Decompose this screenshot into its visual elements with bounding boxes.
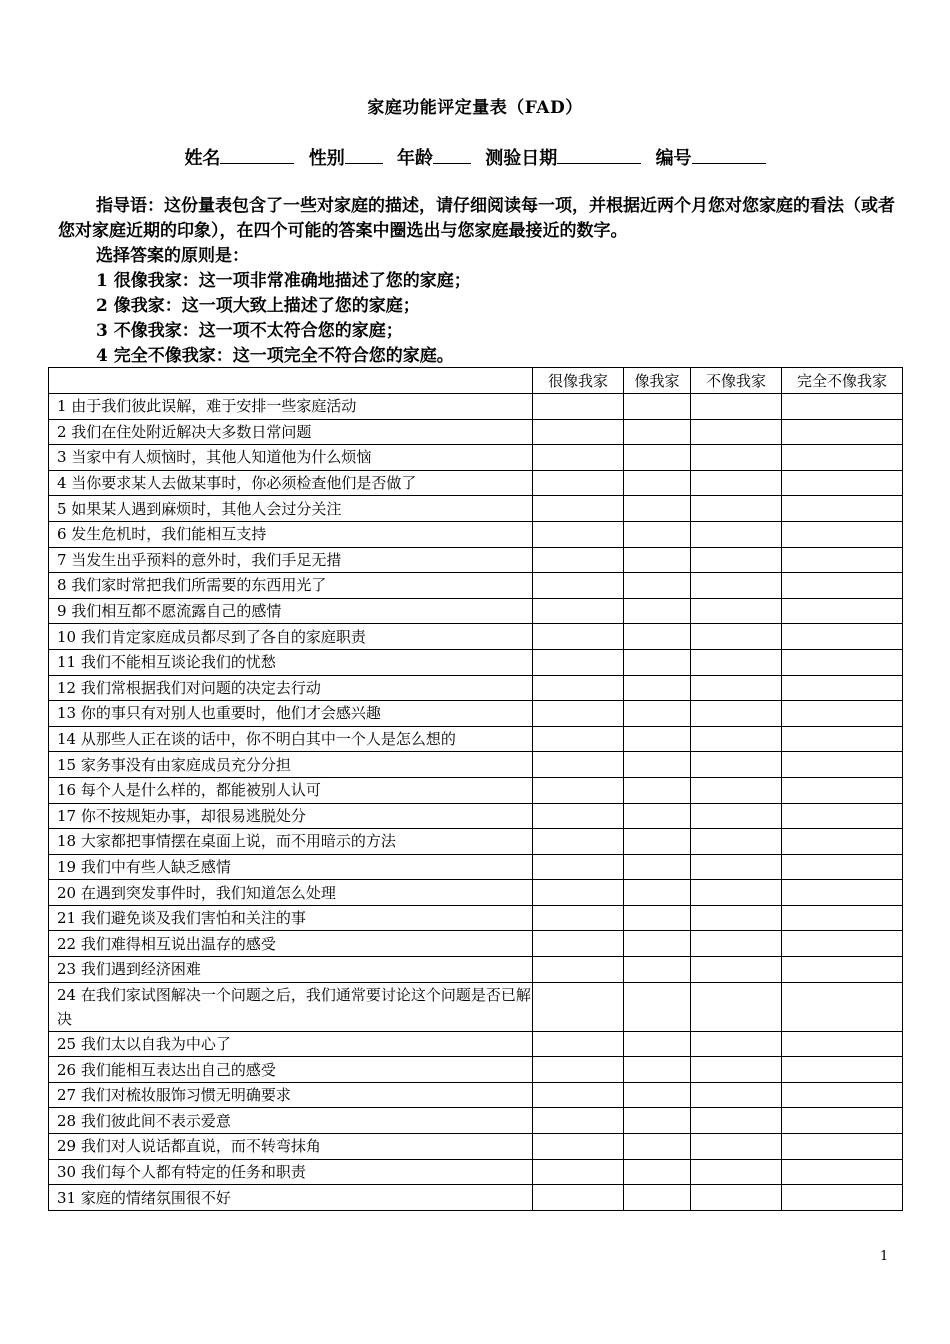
answer-cell-not-like[interactable] <box>691 1185 782 1211</box>
answer-cell-not-at-all-like[interactable] <box>782 726 903 752</box>
answer-cell-like[interactable] <box>624 829 691 855</box>
answer-cell-not-at-all-like[interactable] <box>782 1057 903 1083</box>
question-text: 14 从那些人正在谈的话中，你不明白其中一个人是怎么想的 <box>49 726 533 752</box>
question-text: 25 我们太以自我为中心了 <box>49 1031 533 1057</box>
answer-cell-like[interactable] <box>624 880 691 906</box>
answer-cell-like[interactable] <box>624 496 691 522</box>
age-blank[interactable] <box>433 147 471 164</box>
answer-cell-not-like[interactable] <box>691 1134 782 1160</box>
answer-cell-not-like[interactable] <box>691 982 782 1031</box>
answer-cell-not-like[interactable] <box>691 1159 782 1185</box>
table-row <box>49 521 903 547</box>
answer-cell-not-at-all-like[interactable] <box>782 470 903 496</box>
answer-cell-not-like[interactable] <box>691 957 782 983</box>
document-title: 家庭功能评定量表（FAD） <box>367 98 583 118</box>
question-text: 27 我们对梳妆服饰习惯无明确要求 <box>49 1082 533 1108</box>
answer-cell-very-like[interactable] <box>533 624 624 650</box>
answer-cell-very-like[interactable] <box>533 598 624 624</box>
question-text: 17 你不按规矩办事，却很易逃脱处分 <box>49 803 533 829</box>
question-text: 11 我们不能相互谈论我们的忧愁 <box>49 649 533 675</box>
header-item <box>49 368 533 394</box>
answer-cell-very-like[interactable] <box>533 803 624 829</box>
answer-cell-very-like[interactable] <box>533 521 624 547</box>
question-text: 6 发生危机时，我们能相互支持 <box>49 521 533 547</box>
header-not-like: 不像我家 <box>691 368 782 394</box>
date-blank[interactable] <box>557 147 641 164</box>
table-row <box>49 1185 903 1211</box>
answer-cell-like[interactable] <box>624 1057 691 1083</box>
table-row <box>49 470 903 496</box>
question-text: 23 我们遇到经济困难 <box>49 957 533 983</box>
answer-cell-not-like[interactable] <box>691 854 782 880</box>
answer-cell-very-like[interactable] <box>533 470 624 496</box>
answer-cell-not-at-all-like[interactable] <box>782 880 903 906</box>
answer-cell-like[interactable] <box>624 649 691 675</box>
id-blank[interactable] <box>692 147 766 164</box>
answer-cell-like[interactable] <box>624 752 691 778</box>
table-row <box>49 598 903 624</box>
answer-cell-like[interactable] <box>624 1134 691 1160</box>
answer-cell-like[interactable] <box>624 777 691 803</box>
answer-cell-not-at-all-like[interactable] <box>782 931 903 957</box>
answer-cell-not-at-all-like[interactable] <box>782 701 903 727</box>
answer-cell-not-like[interactable] <box>691 726 782 752</box>
answer-cell-very-like[interactable] <box>533 905 624 931</box>
rule-3: 3 不像我家：这一项不太符合您的家庭； <box>96 321 403 341</box>
answer-cell-not-at-all-like[interactable] <box>782 649 903 675</box>
question-text: 1 由于我们彼此误解，难于安排一些家庭活动 <box>49 394 533 420</box>
answer-cell-very-like[interactable] <box>533 752 624 778</box>
table-row <box>49 419 903 445</box>
answer-cell-very-like[interactable] <box>533 1031 624 1057</box>
answer-cell-very-like[interactable] <box>533 931 624 957</box>
table-row <box>49 496 903 522</box>
answer-cell-like[interactable] <box>624 521 691 547</box>
answer-cell-not-at-all-like[interactable] <box>782 496 903 522</box>
answer-cell-not-at-all-like[interactable] <box>782 905 903 931</box>
question-text: 31 家庭的情绪氛围很不好 <box>49 1185 533 1211</box>
table-body <box>49 394 903 1211</box>
answer-cell-very-like[interactable] <box>533 1134 624 1160</box>
question-text: 12 我们常根据我们对问题的决定去行动 <box>49 675 533 701</box>
rule-2: 2 像我家：这一项大致上描述了您的家庭； <box>96 296 420 316</box>
answer-cell-not-like[interactable] <box>691 1031 782 1057</box>
answer-cell-not-at-all-like[interactable] <box>782 445 903 471</box>
answer-cell-not-at-all-like[interactable] <box>782 1134 903 1160</box>
answer-cell-not-at-all-like[interactable] <box>782 1185 903 1211</box>
answer-cell-very-like[interactable] <box>533 777 624 803</box>
question-text: 29 我们对人说话都直说，而不转弯抹角 <box>49 1134 533 1160</box>
name-blank[interactable] <box>220 147 294 164</box>
answer-cell-like[interactable] <box>624 957 691 983</box>
respondent-info-line <box>0 144 950 170</box>
answer-cell-very-like[interactable] <box>533 1159 624 1185</box>
answer-cell-very-like[interactable] <box>533 880 624 906</box>
rule-1: 1 很像我家：这一项非常准确地描述了您的家庭； <box>96 271 471 291</box>
answer-cell-like[interactable] <box>624 701 691 727</box>
table-row <box>49 1057 903 1083</box>
answer-cell-not-at-all-like[interactable] <box>782 752 903 778</box>
answer-cell-not-like[interactable] <box>691 394 782 420</box>
table-row <box>49 394 903 420</box>
answer-cell-not-like[interactable] <box>691 880 782 906</box>
answer-cell-not-at-all-like[interactable] <box>782 957 903 983</box>
table-row <box>49 905 903 931</box>
answer-cell-very-like[interactable] <box>533 829 624 855</box>
table-row <box>49 854 903 880</box>
question-text: 7 当发生出乎预料的意外时，我们手足无措 <box>49 547 533 573</box>
table-row <box>49 931 903 957</box>
answer-cell-very-like[interactable] <box>533 573 624 599</box>
answer-cell-very-like[interactable] <box>533 649 624 675</box>
answer-cell-very-like[interactable] <box>533 419 624 445</box>
question-text: 3 当家中有人烦恼时，其他人知道他为什么烦恼 <box>49 445 533 471</box>
answer-cell-not-at-all-like[interactable] <box>782 982 903 1031</box>
table-row <box>49 880 903 906</box>
table-row <box>49 701 903 727</box>
page-number: 1 <box>880 1249 889 1264</box>
answer-cell-not-like[interactable] <box>691 905 782 931</box>
instructions-principle: 选择答案的原则是： <box>96 246 249 266</box>
answer-cell-like[interactable] <box>624 394 691 420</box>
answer-cell-very-like[interactable] <box>533 1108 624 1134</box>
table-row <box>49 445 903 471</box>
answer-cell-not-at-all-like[interactable] <box>782 675 903 701</box>
question-text: 10 我们肯定家庭成员都尽到了各自的家庭职责 <box>49 624 533 650</box>
answer-cell-not-like[interactable] <box>691 649 782 675</box>
answer-cell-very-like[interactable] <box>533 854 624 880</box>
answer-cell-not-like[interactable] <box>691 573 782 599</box>
table-header-row <box>49 368 903 394</box>
answer-cell-like[interactable] <box>624 854 691 880</box>
header-like: 像我家 <box>624 368 691 394</box>
answer-cell-not-at-all-like[interactable] <box>782 854 903 880</box>
answer-cell-like[interactable] <box>624 547 691 573</box>
question-text: 2 我们在住处附近解决大多数日常问题 <box>49 419 533 445</box>
table-row <box>49 957 903 983</box>
answer-cell-not-at-all-like[interactable] <box>782 829 903 855</box>
answer-cell-very-like[interactable] <box>533 701 624 727</box>
answer-cell-not-like[interactable] <box>691 829 782 855</box>
answer-cell-not-at-all-like[interactable] <box>782 1082 903 1108</box>
answer-cell-not-like[interactable] <box>691 931 782 957</box>
answer-cell-very-like[interactable] <box>533 394 624 420</box>
table-row <box>49 649 903 675</box>
answer-cell-not-like[interactable] <box>691 1082 782 1108</box>
answer-cell-not-like[interactable] <box>691 803 782 829</box>
answer-cell-like[interactable] <box>624 1159 691 1185</box>
table-row <box>49 1108 903 1134</box>
question-text: 26 我们能相互表达出自己的感受 <box>49 1057 533 1083</box>
answer-cell-not-at-all-like[interactable] <box>782 624 903 650</box>
answer-cell-like[interactable] <box>624 1185 691 1211</box>
answer-cell-very-like[interactable] <box>533 982 624 1031</box>
answer-cell-not-like[interactable] <box>691 752 782 778</box>
question-text: 15 家务事没有由家庭成员充分分担 <box>49 752 533 778</box>
answer-cell-like[interactable] <box>624 470 691 496</box>
question-text: 4 当你要求某人去做某事时，你必须检查他们是否做了 <box>49 470 533 496</box>
age-label: 年龄 <box>397 148 433 169</box>
table-row <box>49 777 903 803</box>
answer-cell-very-like[interactable] <box>533 726 624 752</box>
table-row <box>49 1159 903 1185</box>
question-text: 20 在遇到突发事件时，我们知道怎么处理 <box>49 880 533 906</box>
answer-cell-not-like[interactable] <box>691 1057 782 1083</box>
answer-cell-like[interactable] <box>624 982 691 1031</box>
table-row <box>49 982 903 1031</box>
date-label: 测验日期 <box>485 148 558 169</box>
gender-label: 性别 <box>308 148 345 169</box>
answer-cell-not-at-all-like[interactable] <box>782 777 903 803</box>
table-row <box>49 1031 903 1057</box>
table-row <box>49 675 903 701</box>
answer-cell-like[interactable] <box>624 419 691 445</box>
answer-cell-not-like[interactable] <box>691 701 782 727</box>
answer-cell-like[interactable] <box>624 445 691 471</box>
question-text: 5 如果某人遇到麻烦时，其他人会过分关注 <box>49 496 533 522</box>
answer-cell-like[interactable] <box>624 598 691 624</box>
id-label: 编号 <box>655 148 692 169</box>
table-row <box>49 624 903 650</box>
answer-cell-very-like[interactable] <box>533 957 624 983</box>
answer-cell-not-at-all-like[interactable] <box>782 573 903 599</box>
question-text: 8 我们家时常把我们所需要的东西用光了 <box>49 573 533 599</box>
answer-cell-like[interactable] <box>624 675 691 701</box>
answer-cell-not-at-all-like[interactable] <box>782 1031 903 1057</box>
answer-cell-not-at-all-like[interactable] <box>782 1108 903 1134</box>
answer-cell-not-like[interactable] <box>691 521 782 547</box>
answer-cell-not-at-all-like[interactable] <box>782 1159 903 1185</box>
answer-cell-very-like[interactable] <box>533 496 624 522</box>
answer-cell-like[interactable] <box>624 573 691 599</box>
question-text: 21 我们避免谈及我们害怕和关注的事 <box>49 905 533 931</box>
question-text: 19 我们中有些人缺乏感情 <box>49 854 533 880</box>
question-text: 18 大家都把事情摆在桌面上说，而不用暗示的方法 <box>49 829 533 855</box>
answer-cell-not-like[interactable] <box>691 1108 782 1134</box>
answer-cell-not-like[interactable] <box>691 470 782 496</box>
answer-cell-not-like[interactable] <box>691 419 782 445</box>
question-text: 24 在我们家试图解决一个问题之后，我们通常要讨论这个问题是否已解决 <box>49 982 533 1031</box>
question-text: 16 每个人是什么样的，都能被别人认可 <box>49 777 533 803</box>
table-row <box>49 726 903 752</box>
answer-cell-not-at-all-like[interactable] <box>782 547 903 573</box>
answer-cell-very-like[interactable] <box>533 1185 624 1211</box>
instructions <box>58 194 898 369</box>
answer-cell-not-like[interactable] <box>691 445 782 471</box>
answer-cell-not-at-all-like[interactable] <box>782 394 903 420</box>
question-text: 28 我们彼此间不表示爱意 <box>49 1108 533 1134</box>
answer-cell-very-like[interactable] <box>533 547 624 573</box>
answer-cell-very-like[interactable] <box>533 1057 624 1083</box>
question-text: 30 我们每个人都有特定的任务和职责 <box>49 1159 533 1185</box>
table-row <box>49 803 903 829</box>
answer-cell-not-at-all-like[interactable] <box>782 419 903 445</box>
answer-cell-like[interactable] <box>624 726 691 752</box>
answer-cell-like[interactable] <box>624 931 691 957</box>
answer-cell-very-like[interactable] <box>533 675 624 701</box>
instructions-intro: 指导语：这份量表包含了一些对家庭的描述，请仔细阅读每一项，并根据近两个月您对您家庭的看法（或者您对家庭近期的印象），在四个可能的答案中圈选出与您家庭最接近的数字。 <box>58 196 895 241</box>
answer-cell-not-like[interactable] <box>691 547 782 573</box>
header-very-like: 很像我家 <box>533 368 624 394</box>
answer-cell-not-like[interactable] <box>691 675 782 701</box>
table-row <box>49 829 903 855</box>
answer-cell-like[interactable] <box>624 1031 691 1057</box>
answer-cell-not-at-all-like[interactable] <box>782 803 903 829</box>
table-row <box>49 752 903 778</box>
answer-cell-like[interactable] <box>624 803 691 829</box>
answer-cell-like[interactable] <box>624 1108 691 1134</box>
answer-cell-not-like[interactable] <box>691 777 782 803</box>
header-not-at-all-like: 完全不像我家 <box>782 368 903 394</box>
question-text: 13 你的事只有对别人也重要时，他们才会感兴趣 <box>49 701 533 727</box>
gender-blank[interactable] <box>345 147 383 164</box>
answer-cell-very-like[interactable] <box>533 1082 624 1108</box>
table-row <box>49 1134 903 1160</box>
answer-cell-very-like[interactable] <box>533 445 624 471</box>
answer-cell-like[interactable] <box>624 1082 691 1108</box>
answer-cell-not-like[interactable] <box>691 598 782 624</box>
answer-cell-not-like[interactable] <box>691 624 782 650</box>
answer-cell-not-at-all-like[interactable] <box>782 521 903 547</box>
table-row <box>49 547 903 573</box>
questionnaire-table <box>48 367 903 1211</box>
answer-cell-like[interactable] <box>624 624 691 650</box>
rule-4: 4 完全不像我家：这一项完全不符合您的家庭。 <box>96 346 454 366</box>
answer-cell-like[interactable] <box>624 905 691 931</box>
table-row <box>49 573 903 599</box>
question-text: 9 我们相互都不愿流露自己的感情 <box>49 598 533 624</box>
name-label: 姓名 <box>184 148 221 169</box>
table-row <box>49 1082 903 1108</box>
question-text: 22 我们难得相互说出温存的感受 <box>49 931 533 957</box>
answer-cell-not-at-all-like[interactable] <box>782 598 903 624</box>
answer-cell-not-like[interactable] <box>691 496 782 522</box>
